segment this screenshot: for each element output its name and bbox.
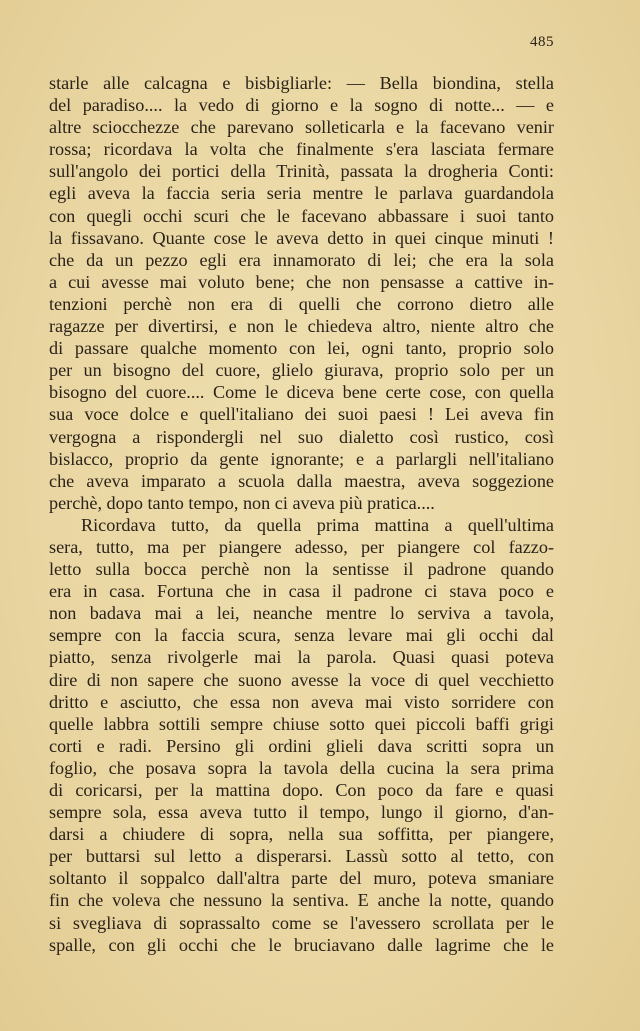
text-line: sull'angolo dei portici della Trinità, passata la drogheria Conti: (49, 161, 554, 182)
text-line: quelle labbra sottili sempre chiuse sotto quei piccoli baffi grigi (49, 713, 554, 734)
text-line: vergogna a rispondergli nel suo dialetto così rustico, così (49, 426, 554, 447)
text-line: che da un pezzo egli era innamorato di lei; che era la sola (49, 249, 554, 270)
text-line: del paradiso.... la vedo di giorno e la sogno di notte... — e (49, 95, 554, 116)
text-line-paragraph-start: Ricordava tutto, da quella prima mattina a quell'ultima (81, 514, 554, 535)
page-number: 485 (530, 34, 554, 50)
text-line: per buttarsi sul letto a disperarsi. Lassù sotto al tetto, con (49, 846, 554, 867)
text-line: a cui avesse mai voluto bene; che non pensasse a cattive in- (49, 271, 554, 292)
text-line: bislacco, proprio da gente ignorante; e a parlargli nell'italiano (49, 448, 554, 469)
text-line: fin che voleva che nessuno la sentiva. E anche la notte, quando (49, 890, 554, 911)
text-line: bisogno del cuore.... Come le diceva bene certe cose, con quella (49, 382, 554, 403)
text-line: altre sciocchezze che parevano solleticarla e la facevano venir (49, 117, 554, 138)
text-line: era in casa. Fortuna che in casa il padrone ci stava poco e (49, 581, 554, 602)
text-line: egli aveva la faccia seria seria mentre le parlava guardandola (49, 183, 554, 204)
text-line: spalle, con gli occhi che le bruciavano dalle lagrime che le (49, 934, 554, 955)
text-line: di passare qualche momento con lei, ogni tanto, proprio solo (49, 338, 554, 359)
text-line: per un bisogno del cuore, glielo giurava, proprio solo per un (49, 360, 554, 381)
text-line: piatto, senza rivolgerle mai la parola. Quasi quasi poteva (49, 647, 554, 668)
text-line: perchè, dopo tanto tempo, non ci aveva più pratica.... (49, 492, 435, 513)
text-line: tenzioni perchè non era di quelli che corrono dietro alle (49, 293, 554, 314)
text-line: soltanto il soppalco dall'altra parte del muro, poteva smaniare (49, 868, 554, 889)
text-line: sempre con la faccia scura, senza levare mai gli occhi dal (49, 625, 554, 646)
text-line: dire di non sapere che suono avesse la voce di quel vecchietto (49, 669, 554, 690)
text-line: si svegliava di soprassalto come se l'avessero scrollata per le (49, 912, 554, 933)
text-line: sua voce dolce e quell'italiano dei suoi paesi ! Lei aveva fin (49, 404, 554, 425)
text-line: darsi a chiudere di sopra, nella sua soffitta, per piangere, (49, 824, 554, 845)
text-line: che aveva imparato a scuola dalla maestra, aveva soggezione (49, 470, 554, 491)
text-line: la fissavano. Quante cose le aveva detto in quei cinque minuti ! (49, 227, 554, 248)
text-line: ragazze per divertirsi, e non le chiedeva altro, niente altro che (49, 316, 554, 337)
text-line: letto sulla bocca perchè non la sentisse il padrone quando (49, 559, 554, 580)
text-line: rossa; ricordava la volta che finalmente s'era lasciata fermare (49, 139, 554, 160)
text-line: non badava mai a lei, neanche mentre lo serviva a tavola, (49, 603, 554, 624)
text-line: con quegli occhi scuri che le facevano abbassare i suoi tanto (49, 205, 554, 226)
text-line: starle alle calcagna e bisbigliarle: — Bella biondina, stella (49, 73, 554, 93)
text-line: di coricarsi, per la mattina dopo. Con poco da fare e quasi (49, 780, 554, 800)
text-line: foglio, che posava sopra la tavola della cucina la sera prima (49, 757, 554, 778)
text-line: dritto e asciutto, che essa non aveva mai visto sorridere con (49, 691, 554, 712)
body-text (49, 72, 554, 956)
text-line: sempre sola, essa aveva tutto il tempo, lungo il giorno, d'an- (49, 802, 554, 823)
text-line: corti e radi. Persino gli ordini glieli dava scritti sopra un (49, 735, 554, 756)
text-line: sera, tutto, ma per piangere adesso, per piangere col fazzo- (49, 536, 554, 557)
